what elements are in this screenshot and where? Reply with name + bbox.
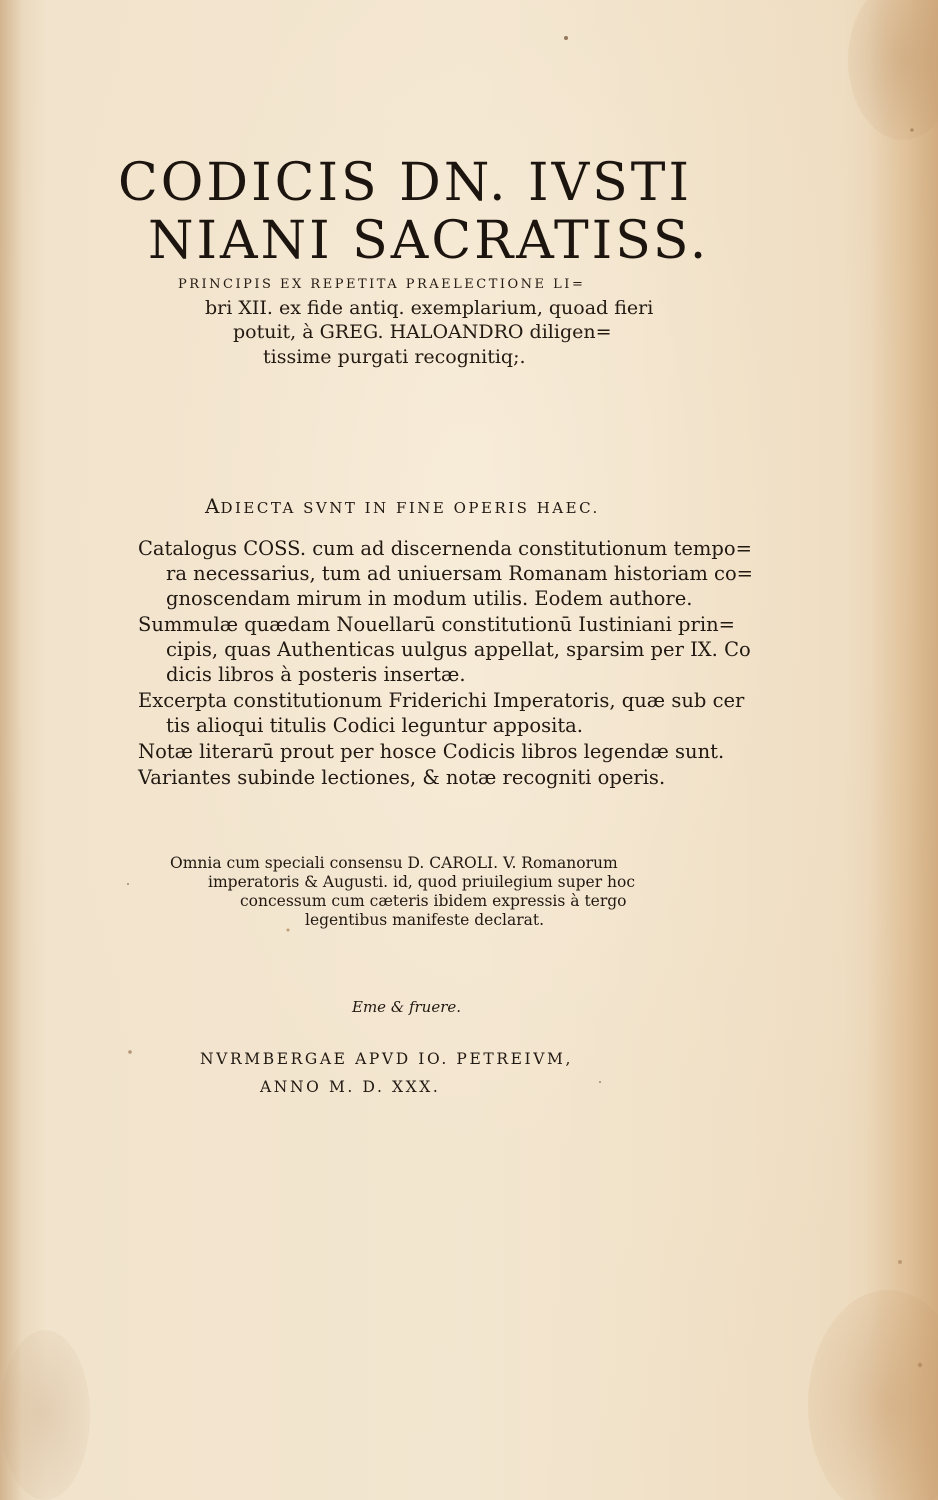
- contents-entry-variantes: [138, 765, 708, 790]
- subtitle-line-1: PRINCIPIS EX REPETITA PRAELECTIONE LI=: [178, 277, 586, 292]
- entry-line: ra necessarius, tum ad uniuersam Romanam historiam co=: [166, 562, 754, 585]
- entry-line: gnoscendam mirum in modum utilis. Eodem authore.: [166, 587, 693, 610]
- imprint-line-2: ANNO M. D. XXX.: [260, 1078, 441, 1096]
- entry-line: Catalogus COSS. cum ad discernenda constitutionum tempo=: [138, 537, 752, 560]
- privilege-line-2: imperatoris & Augusti. id, quod priuilegium super hoc: [208, 873, 636, 891]
- imprint-line-1: NVRMBERGAE APVD IO. PETREIVM,: [200, 1050, 574, 1068]
- privilege-line-1: Omnia cum speciali consensu D. CAROLI. V. Romanorum: [170, 854, 618, 872]
- entry-line: dicis libros à posteris insertæ.: [166, 663, 466, 686]
- contents-heading-initial: A: [205, 494, 221, 518]
- subtitle-line-2: bri XII. ex fide antiq. exemplarium, quoad fieri: [205, 297, 654, 319]
- imprint: [200, 1045, 573, 1101]
- contents-entry-catalogus: [138, 536, 754, 611]
- contents-entry-excerpta: [138, 688, 745, 738]
- title-line-2: NIANI SACRATISS.: [148, 211, 710, 271]
- privilege-notice: [170, 854, 660, 930]
- motto: Eme & fruere.: [352, 998, 462, 1016]
- privilege-line-4: legentibus manifeste declarat.: [305, 911, 545, 929]
- entry-line: Notæ literarū prout per hosce Codicis libros legendæ sunt.: [138, 740, 725, 763]
- title-line-1: CODICIS DN. IVSTI: [118, 153, 692, 213]
- entry-line: Excerpta constitutionum Friderichi Imperatoris, quæ sub cer: [138, 689, 745, 712]
- entry-line: cipis, quas Authenticas uulgus appellat, sparsim per IX. Co: [166, 638, 751, 661]
- entry-line: Summulæ quædam Nouellarū constitutionū Iustiniani prin=: [138, 613, 735, 636]
- subtitle-line-3: potuit, à GREG. HALOANDRO diligen=: [233, 321, 612, 343]
- contents-list: [138, 536, 754, 791]
- contents-entry-notae: [138, 739, 725, 764]
- entry-line: Variantes subinde lectiones, & notæ recogniti operis.: [138, 766, 666, 789]
- contents-heading: [205, 494, 600, 518]
- contents-heading-text: DIECTA SVNT IN FINE OPERIS HAEC.: [220, 499, 600, 517]
- subtitle-line-4: tissime purgati recognitiq;.: [263, 346, 526, 368]
- entry-line: tis alioqui titulis Codici leguntur apposita.: [166, 714, 584, 737]
- privilege-line-3: concessum cum cæteris ibidem expressis à tergo: [240, 892, 627, 910]
- contents-entry-summulae: [138, 612, 751, 687]
